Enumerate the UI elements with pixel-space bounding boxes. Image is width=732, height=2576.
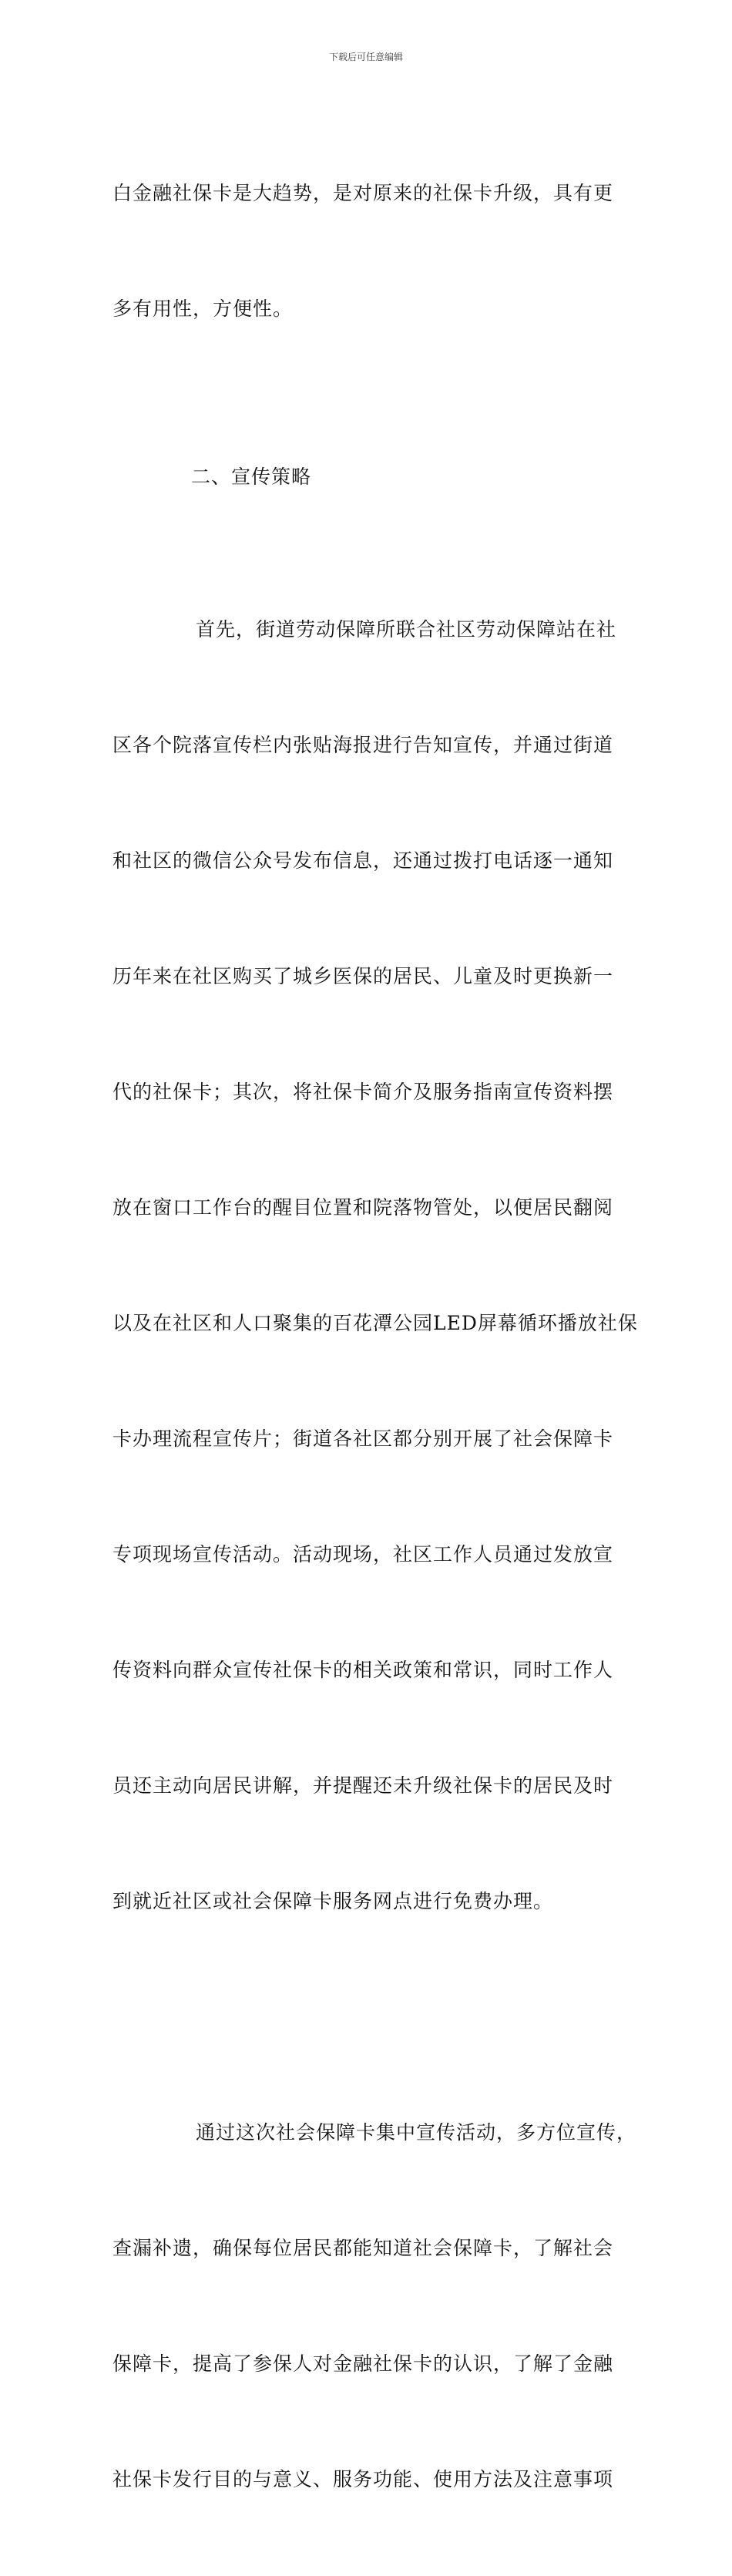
text-line: 以及在社区和人口聚集的百花潭公园LED屏幕循环播放社保 (112, 1312, 638, 1334)
text-line: 多有用性，方便性。 (112, 298, 294, 320)
text-line: 传资料向群众宣传社保卡的相关政策和常识，同时工作人 (112, 1659, 614, 1681)
text-line: 区各个院落宣传栏内张贴海报进行告知宣传，并通过街道 (112, 734, 614, 756)
text-line: 历年来在社区购买了城乡医保的居民、儿童及时更换新一 (112, 965, 614, 987)
text-line: 首先，街道劳动保障所联合社区劳动保障站在社 (196, 618, 617, 641)
text-line: 保障卡，提高了参保人对金融社保卡的认识，了解了金融 (112, 2352, 614, 2375)
paragraph-summary (112, 2036, 637, 2576)
section-heading: 二、宣传策略 (191, 466, 312, 488)
text-line: 查漏补遗，确保每位居民都能知道社会保障卡，了解社会 (112, 2237, 614, 2259)
paragraph-strategy (112, 533, 638, 1998)
text-line: 放在窗口工作台的醒目位置和院落物管处，以便居民翻阅 (112, 1196, 614, 1219)
page-header-note: 下载后可任意编辑 (328, 52, 403, 62)
text-line: 员还主动向居民讲解，并提醒还未升级社保卡的居民及时 (112, 1774, 614, 1797)
text-line: 和社区的微信公众号发布信息，还通过拨打电话逐一通知 (112, 849, 614, 872)
document-body (112, 97, 638, 2576)
text-line: 白金融社保卡是大趋势，是对原来的社保卡升级，具有更 (112, 182, 614, 204)
text-line: 专项现场宣传活动。活动现场，社区工作人员通过发放宣 (112, 1543, 614, 1565)
text-line: 通过这次社会保障卡集中宣传活动，多方位宣传， (196, 2121, 637, 2144)
text-line: 卡办理流程宣传片；街道各社区都分别开展了社会保障卡 (112, 1428, 614, 1450)
text-line: 社保卡发行目的与意义、服务功能、使用方法及注意事项 (112, 2468, 614, 2490)
text-line: 到就近社区或社会保障卡服务网点进行免费办理。 (112, 1890, 554, 1912)
text-line: 代的社保卡；其次，将社保卡简介及服务指南宣传资料摆 (112, 1081, 614, 1103)
paragraph-intro (112, 97, 624, 405)
